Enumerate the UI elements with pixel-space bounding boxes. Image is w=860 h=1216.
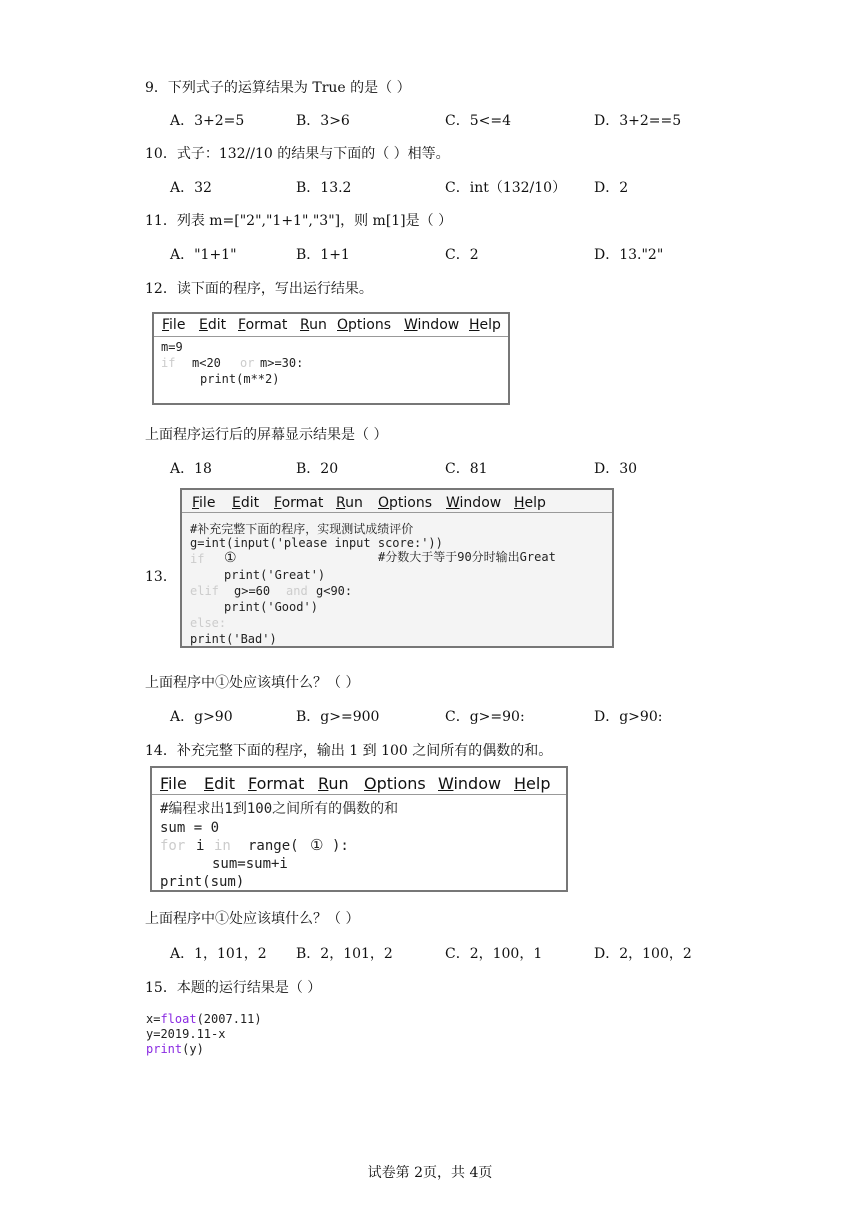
question-13-label: 13． xyxy=(145,569,177,585)
q13-code-screenshot xyxy=(180,488,614,648)
q12-code-screenshot xyxy=(152,312,510,405)
code-keyword: in xyxy=(214,838,231,854)
menu-run: Run xyxy=(300,317,327,333)
code-line: range( xyxy=(248,838,299,854)
q11-option-d: D．13."2" xyxy=(594,247,664,263)
menu-options: Options xyxy=(378,495,433,511)
q14-option-d: D．2，100，2 xyxy=(594,946,692,962)
code-line: print(y) xyxy=(146,1042,204,1056)
code-line: g<90: xyxy=(316,584,353,598)
code-line: m<20 xyxy=(192,356,221,370)
blank-marker: ① xyxy=(310,836,324,854)
question-9-title: 9．下列式子的运算结果为 True 的是（ ） xyxy=(145,80,411,96)
q12-menubar xyxy=(154,314,508,337)
q10-option-d: D．2 xyxy=(594,180,629,196)
q9-option-a: A．3+2=5 xyxy=(170,113,245,129)
menu-edit: Edit xyxy=(232,495,260,511)
q12-option-b: B．20 xyxy=(296,461,339,477)
q11-option-c: C．2 xyxy=(445,247,479,263)
q12-option-a: A．18 xyxy=(170,461,212,477)
code-comment: #分数大于等于90分时输出Great xyxy=(378,550,556,564)
menu-file: File xyxy=(192,495,216,511)
code-keyword: for xyxy=(160,838,186,854)
q14-code-screenshot xyxy=(150,766,568,892)
code-line: print(sum) xyxy=(160,874,245,890)
q11-option-b: B．1+1 xyxy=(296,247,350,263)
code-line: ): xyxy=(332,838,349,854)
code-line: print('Great') xyxy=(224,568,326,582)
q14-menubar xyxy=(152,768,566,795)
menu-options: Options xyxy=(364,774,426,793)
question-14-title: 14．补充完整下面的程序，输出 1 到 100 之间所有的偶数的和。 xyxy=(145,743,553,759)
code-line: i xyxy=(196,838,205,854)
code-keyword: and xyxy=(286,584,308,598)
question-10-title: 10．式子：132//10 的结果与下面的（ ）相等。 xyxy=(145,146,450,162)
q14-option-b: B．2，101，2 xyxy=(296,946,393,962)
menu-window: Window xyxy=(446,495,502,511)
menu-run: Run xyxy=(336,495,363,511)
code-keyword: else: xyxy=(190,616,227,630)
code-keyword: or xyxy=(240,356,255,370)
blank-marker: ① xyxy=(224,550,237,566)
code-line: print(m**2) xyxy=(200,372,280,386)
q14-option-c: C．2，100，1 xyxy=(445,946,543,962)
code-line: g>=60 xyxy=(234,584,271,598)
q13-option-d: D．g>90: xyxy=(594,709,663,725)
code-builtin: float xyxy=(160,1012,197,1026)
menu-run: Run xyxy=(318,774,349,793)
question-14-prompt: 上面程序中①处应该填什么？（ ） xyxy=(145,911,360,927)
code-line: m=9 xyxy=(161,340,183,354)
code-line: g=int(input('please input score:')) xyxy=(190,536,443,550)
menu-options: Options xyxy=(337,317,392,333)
code-comment: #补充完整下面的程序，实现测试成绩评价 xyxy=(190,522,414,536)
code-line: m>=30: xyxy=(260,356,304,370)
q9-option-c: C．5<=4 xyxy=(445,113,511,129)
page-footer: 试卷第 2页，共 4页 xyxy=(367,1165,493,1181)
question-11-title: 11．列表 m=["2","1+1","3"]，则 m[1]是（ ） xyxy=(145,213,453,229)
code-line: sum = 0 xyxy=(160,820,220,836)
code-comment: #编程求出1到100之间所有的偶数的和 xyxy=(160,801,399,817)
q13-option-b: B．g>=900 xyxy=(296,709,380,725)
menu-help: Help xyxy=(514,495,546,511)
menu-file: File xyxy=(162,317,186,333)
code-builtin: print xyxy=(146,1042,183,1056)
q13-option-a: A．g>90 xyxy=(170,709,233,725)
menu-window: Window xyxy=(438,774,502,793)
q13-option-c: C．g>=90: xyxy=(445,709,525,725)
code-line: x=float(2007.11) xyxy=(146,1012,262,1026)
question-13-prompt: 上面程序中①处应该填什么？（ ） xyxy=(145,675,360,691)
menu-file: File xyxy=(160,774,187,793)
menu-help: Help xyxy=(469,317,501,333)
code-keyword: if xyxy=(190,552,205,566)
menu-edit: Edit xyxy=(199,317,227,333)
menu-format: Format xyxy=(248,774,305,793)
q10-option-c: C．int（132/10） xyxy=(445,180,567,196)
menu-help: Help xyxy=(514,774,551,793)
menu-format: Format xyxy=(274,495,324,511)
q10-option-b: B．13.2 xyxy=(296,180,352,196)
code-keyword: elif xyxy=(190,584,219,598)
question-15-title: 15．本题的运行结果是（ ） xyxy=(145,980,322,996)
q10-option-a: A．32 xyxy=(170,180,212,196)
q11-option-a: A．"1+1" xyxy=(170,247,237,263)
q13-menubar xyxy=(182,490,612,513)
q12-option-d: D．30 xyxy=(594,461,638,477)
code-line: y=2019.11-x xyxy=(146,1027,226,1041)
code-line: print('Good') xyxy=(224,600,318,614)
q9-option-b: B．3>6 xyxy=(296,113,350,129)
code-keyword: if xyxy=(161,356,176,370)
menu-window: Window xyxy=(404,317,460,333)
q12-option-c: C．81 xyxy=(445,461,488,477)
code-line: print('Bad') xyxy=(190,632,277,646)
question-12-title: 12．读下面的程序，写出运行结果。 xyxy=(145,281,373,297)
menu-edit: Edit xyxy=(204,774,235,793)
q9-option-d: D．3+2==5 xyxy=(594,113,682,129)
question-12-prompt: 上面程序运行后的屏幕显示结果是（ ） xyxy=(145,427,388,443)
q14-option-a: A．1，101，2 xyxy=(170,946,267,962)
menu-format: Format xyxy=(238,317,288,333)
code-line: sum=sum+i xyxy=(212,856,288,872)
